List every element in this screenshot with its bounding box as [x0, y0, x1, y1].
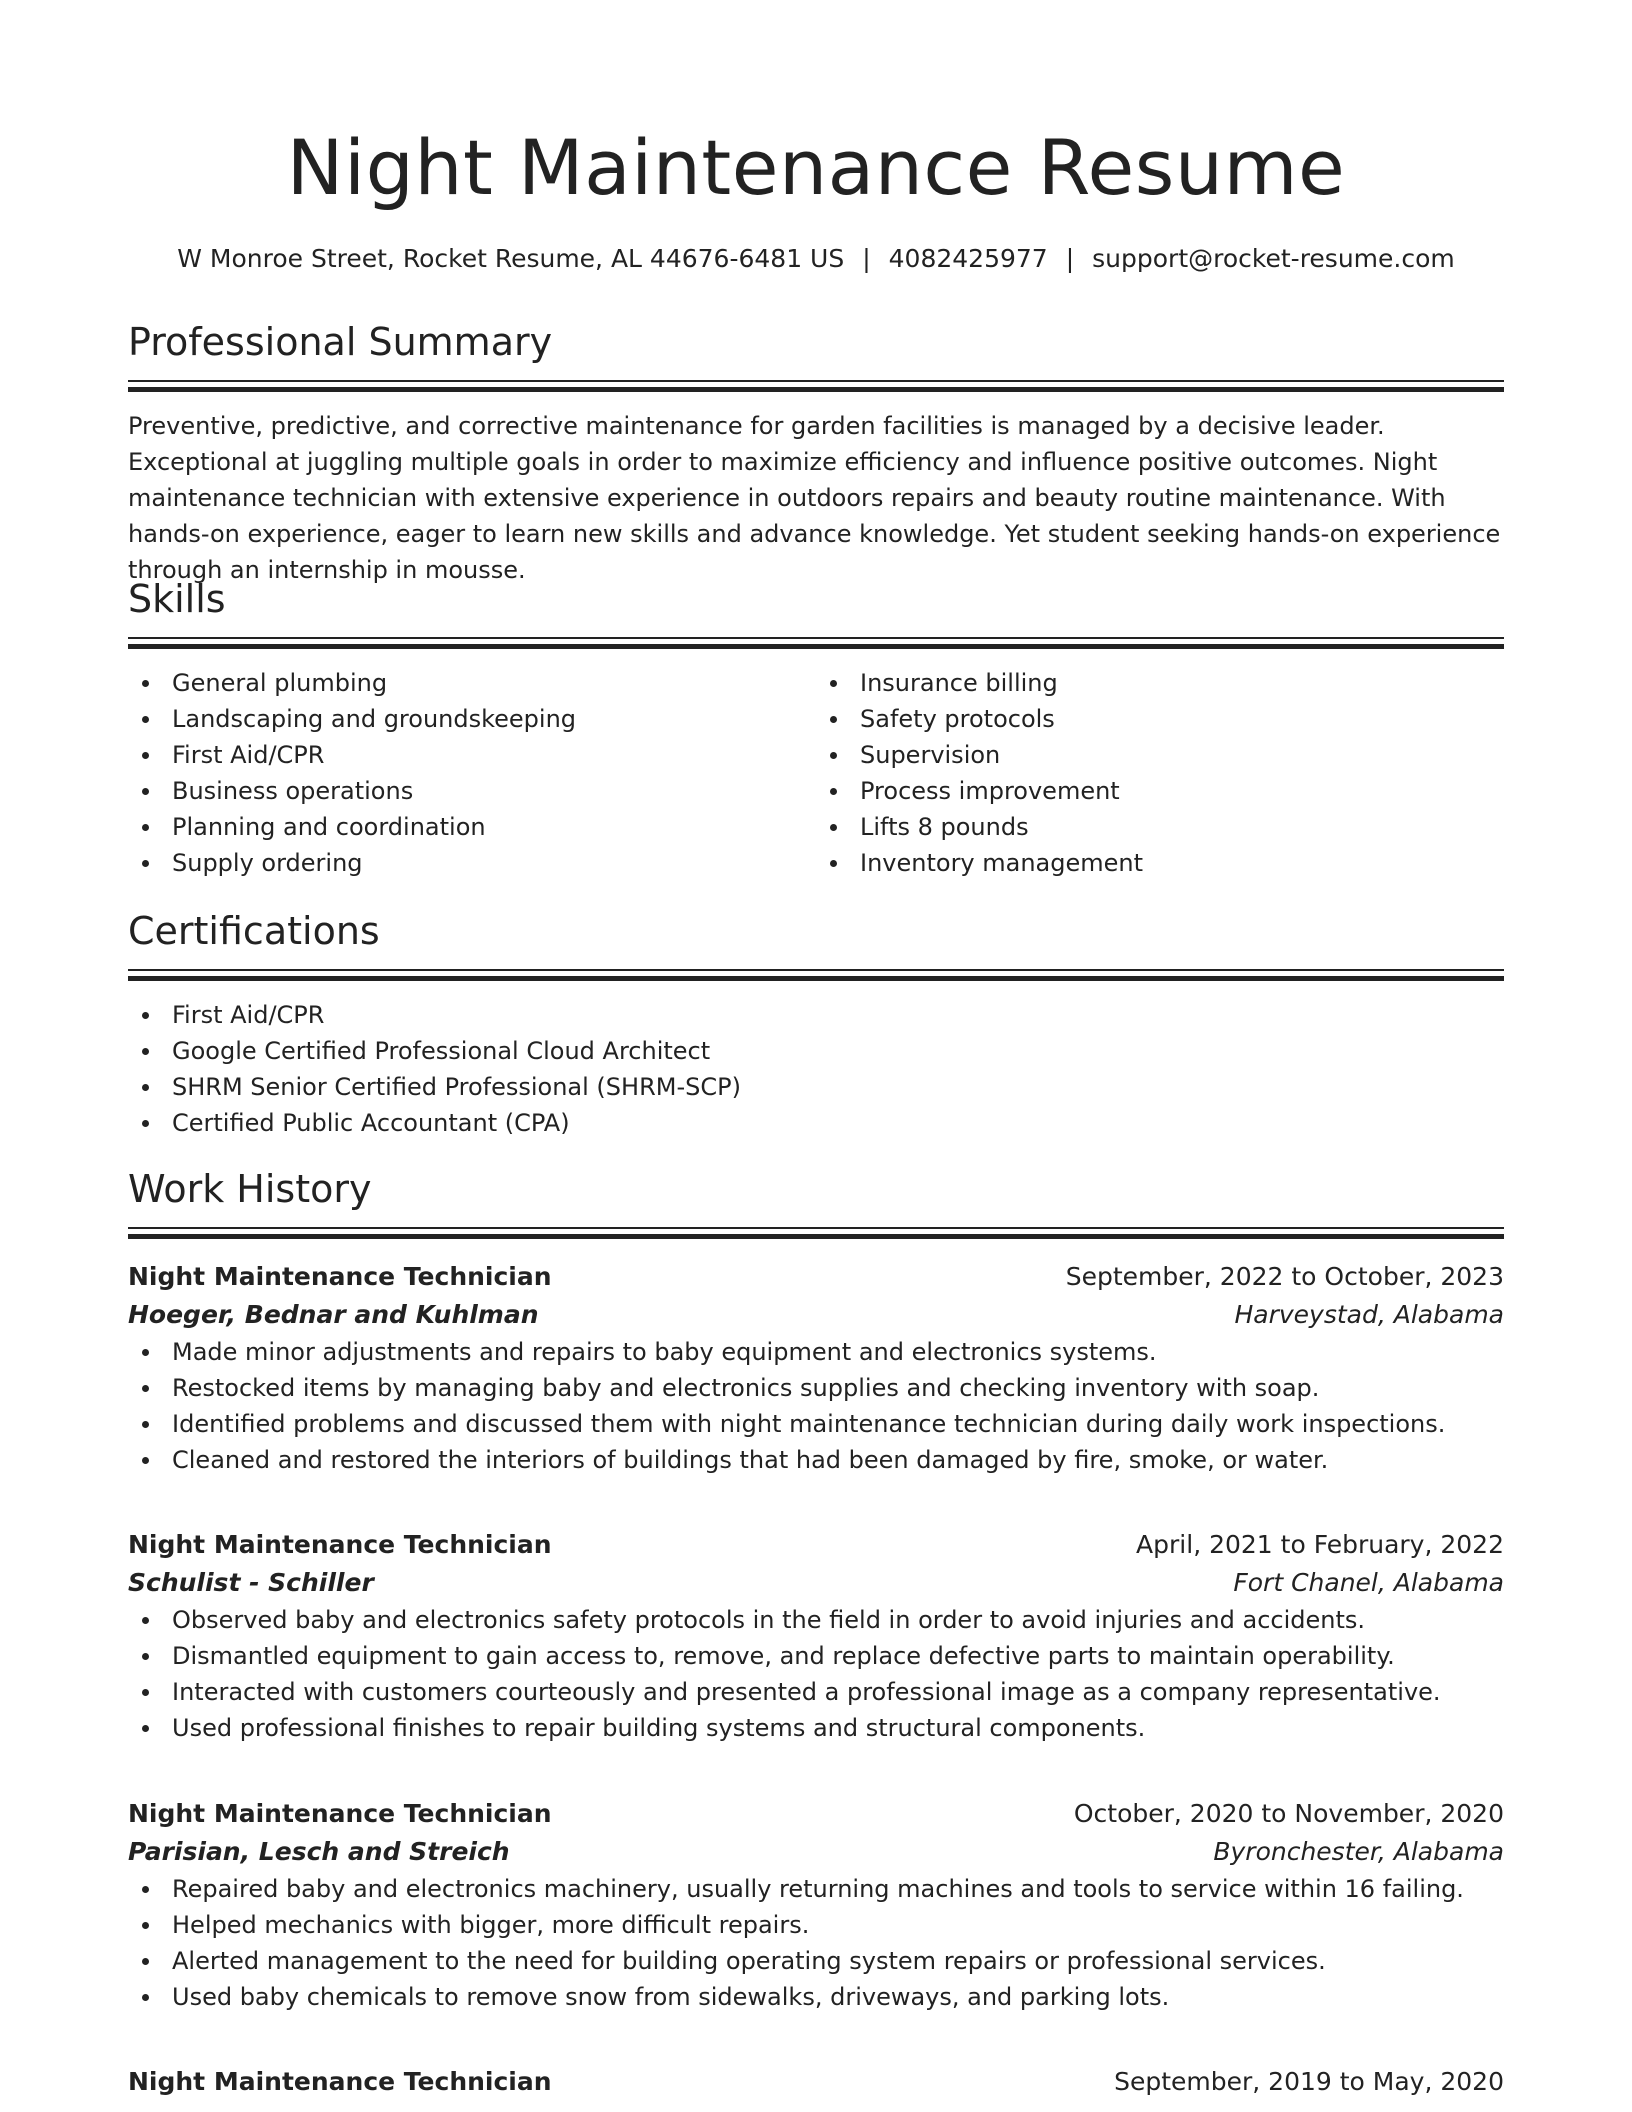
contact-separator: |: [1065, 244, 1075, 273]
job-location: Harveystad, Alabama: [1234, 1300, 1504, 1329]
job-bullet: Identified problems and discussed them with night maintenance technician during daily work inspections.: [128, 1406, 1504, 1442]
skills-section: [128, 575, 1504, 881]
job-bullets: [128, 1871, 1504, 2015]
skill-item: Process improvement: [816, 773, 1504, 809]
job-dates: April, 2021 to February, 2022: [1136, 1530, 1504, 1559]
skill-item: Landscaping and groundskeeping: [128, 701, 816, 737]
section-divider: [128, 637, 1504, 649]
job-title: Night Maintenance Technician: [128, 1262, 552, 1291]
job-bullets: [128, 1334, 1504, 1478]
summary-section: [128, 318, 1504, 588]
job-bullet: Dismantled equipment to gain access to, remove, and replace defective parts to maintain operability.: [128, 1638, 1504, 1674]
job-bullet: Cleaned and restored the interiors of buildings that had been damaged by fire, smoke, or water.: [128, 1442, 1504, 1478]
job-entry: [128, 1526, 1504, 1746]
contact-address: W Monroe Street, Rocket Resume, AL 44676-6481 US: [177, 244, 845, 273]
summary-text: Preventive, predictive, and corrective maintenance for garden facilities is managed by a decisive leader. Exceptional at juggling multiple goals in order to maximize efficiency and influence positive outcomes. Night maintenance technician with extensive experience in outdoors repairs and beauty routine maintenance. With hands-on experience, eager to learn new skills and advance knowledge. Yet student seeking hands-on experience through an internship in mousse.: [128, 412, 1501, 584]
skill-item: First Aid/CPR: [128, 737, 816, 773]
job-bullet: Helped mechanics with bigger, more difficult repairs.: [128, 1907, 1504, 1943]
job-bullet: Used professional finishes to repair building systems and structural components.: [128, 1710, 1504, 1746]
skills-column-right: [816, 665, 1504, 881]
job-title: Night Maintenance Technician: [128, 1799, 552, 1828]
job-dates: October, 2020 to November, 2020: [1073, 1799, 1504, 1828]
contact-email: support@rocket-resume.com: [1092, 244, 1455, 273]
work-history-section: [128, 1165, 1504, 1239]
certification-item: First Aid/CPR: [128, 997, 1504, 1033]
skill-item: Planning and coordination: [128, 809, 816, 845]
contact-separator: |: [862, 244, 871, 273]
job-dates: September, 2019 to May, 2020: [1114, 2067, 1504, 2096]
skills-column-left: [128, 665, 816, 881]
job-bullet: Restocked items by managing baby and electronics supplies and checking inventory with soap.: [128, 1370, 1504, 1406]
contact-phone: 4082425977: [888, 244, 1048, 273]
skill-item: General plumbing: [128, 665, 816, 701]
skill-item: Supervision: [816, 737, 1504, 773]
section-divider: [128, 1227, 1504, 1239]
job-title: Night Maintenance Technician: [128, 1530, 552, 1559]
section-divider: [128, 969, 1504, 981]
job-title: Night Maintenance Technician: [128, 2067, 552, 2096]
section-title-certifications: Certifications: [128, 909, 380, 953]
job-location: Byronchester, Alabama: [1213, 1837, 1504, 1866]
job-entry: [128, 1795, 1504, 2015]
certification-item: Google Certified Professional Cloud Architect: [128, 1033, 1504, 1069]
certifications-list: [128, 997, 1504, 1141]
section-title-skills: Skills: [128, 577, 226, 621]
skill-item: Lifts 8 pounds: [816, 809, 1504, 845]
section-title-work-history: Work History: [128, 1167, 372, 1211]
job-location: Fort Chanel, Alabama: [1233, 1568, 1504, 1597]
job-bullet: Observed baby and electronics safety protocols in the field in order to avoid injuries and accidents.: [128, 1602, 1504, 1638]
job-company: Parisian, Lesch and Streich: [128, 1837, 510, 1866]
skill-item: Safety protocols: [816, 701, 1504, 737]
job-bullet: Repaired baby and electronics machinery, usually returning machines and tools to service within 16 failing.: [128, 1871, 1504, 1907]
job-bullet: Made minor adjustments and repairs to baby equipment and electronics systems.: [128, 1334, 1504, 1370]
job-bullet: Used baby chemicals to remove snow from sidewalks, driveways, and parking lots.: [128, 1979, 1504, 2015]
job-dates: September, 2022 to October, 2023: [1065, 1262, 1504, 1291]
skill-item: Business operations: [128, 773, 816, 809]
job-entry: [128, 1258, 1504, 1478]
job-bullet: Alerted management to the need for building operating system repairs or professional services.: [128, 1943, 1504, 1979]
skill-item: Supply ordering: [128, 845, 816, 881]
certification-item: Certified Public Accountant (CPA): [128, 1105, 1504, 1141]
job-entry: [128, 2063, 1504, 2101]
resume-name: Night Maintenance Resume: [286, 123, 1346, 212]
job-bullets: [128, 1602, 1504, 1746]
job-company: Hoeger, Bednar and Kuhlman: [128, 1300, 539, 1329]
skill-item: Inventory management: [816, 845, 1504, 881]
contact-line: [128, 242, 1504, 276]
skills-grid: [128, 665, 1504, 881]
certifications-section: [128, 907, 1504, 1141]
skill-item: Insurance billing: [816, 665, 1504, 701]
job-bullet: Interacted with customers courteously and presented a professional image as a company representative.: [128, 1674, 1504, 1710]
section-divider: [128, 380, 1504, 392]
section-title-summary: Professional Summary: [128, 320, 553, 364]
certification-item: SHRM Senior Certified Professional (SHRM-SCP): [128, 1069, 1504, 1105]
job-company: Schulist - Schiller: [128, 1568, 374, 1597]
